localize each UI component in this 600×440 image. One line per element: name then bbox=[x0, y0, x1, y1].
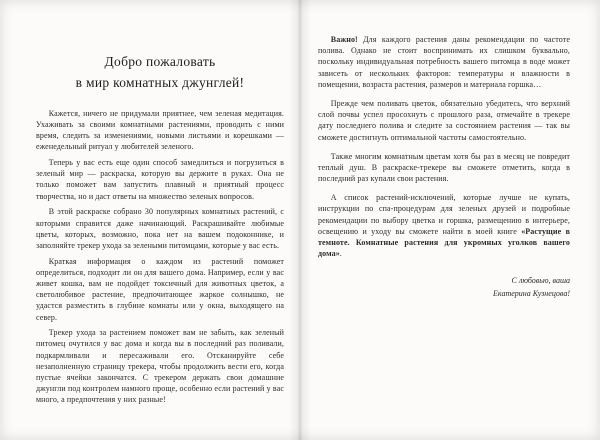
bold-text-run: «Растущие в темноте. Комнатные растения для укромных уголков вашего дома» bbox=[318, 226, 570, 259]
signature-line2: Екатерина Кузнецова! bbox=[493, 289, 570, 299]
signature bbox=[318, 275, 570, 301]
text-run: А список растений-исключений, которые лучше не купать, инструкции по спа-процедурам для зеленых друзей и подробные рекомендации по выбору цветка и горшка, размещению в интерьере, освещению и уходу вы сможете найти в моей книге bbox=[318, 193, 570, 236]
signature-line1: С любовью, ваша bbox=[511, 276, 570, 286]
text-run: Прежде чем поливать цветок, обязательно убедитесь, что верхний слой почвы успел просохнуть с прошлого раза, отмечайте в трекере дату последнего полива и следите за состоянием растения — так вы сможете достигнуть оптимальной частоты самостоятельно. bbox=[318, 98, 570, 142]
paragraph: В этой раскраске собрано 30 популярных комнатных растений, с которыми справится даже начинающий. Раскрашивайте любимые цветы, которых, возможно, пока нет на вашем подоконнике, и заполняйте трекер ухода за зелеными питомцами, которые у вас есть. bbox=[36, 207, 284, 250]
right-page bbox=[300, 0, 600, 440]
page-title bbox=[36, 52, 284, 94]
right-page-text bbox=[318, 34, 570, 259]
text-run: . bbox=[339, 249, 342, 259]
text-run: Для каждого растения даны рекомендации по частоте полива. Однако не стоит воспринимать их слишком буквально, поскольку индивидуальная потребность вашего питомца в воде может зависеть от нескольких факторов: температуры и влажности в помещении, возраста растения, размеров и материала горшка… bbox=[318, 35, 570, 89]
left-page-text bbox=[36, 108, 284, 406]
page-title-line1: Добро пожаловать bbox=[104, 54, 216, 69]
paragraph: Теперь у вас есть еще один способ замедлиться и погрузиться в зеленый мир — раскраска, которую вы держите в руках. Она не только поможет вам запустить плавный и приятный процесс творчества, но и даст ответы на множество зеленых вопросов. bbox=[36, 158, 284, 201]
paragraph bbox=[318, 34, 570, 90]
paragraph bbox=[318, 151, 570, 185]
text-run: Также многим комнатным цветам хотя бы раз в месяц не повредит теплый душ. В раскраске-трекере вы сможете отметить, когда в последний раз купали свои растения. bbox=[318, 151, 570, 184]
paragraph: Кажется, ничего не придумали приятнее, чем зеленая медитация. Ухаживать за своими комнатными растениями, проводить с ними время, следить за изменениями, новыми листьями и корешками — еженедельный ритуал у любителей зеленого. bbox=[36, 108, 284, 152]
paragraph: Краткая информация о каждом из растений поможет определиться, подходит ли он для вашего дома. Например, если у вас живет кошка, вам не подойдет токсичный для животных цветок, а светолюбивое растение, предпочитающее жаркое солнышко, не удастся разместить в глубине комнаты или у окна, выходящего на север. bbox=[36, 256, 284, 322]
paragraph bbox=[318, 98, 570, 143]
page-title-line2: в мир комнатных джунглей! bbox=[75, 74, 245, 90]
bold-text-run: Важно! bbox=[330, 35, 358, 44]
paragraph bbox=[318, 192, 570, 259]
paragraph: Трекер ухода за растением поможет вам не забыть, как зеленый питомец очутился у вас дома и когда вы в последний раз поливали, подкармливали и пересаживали его. Отсканируйте себе незаполненную страницу трекера, чтобы продолжить вести его, когда пустые ячейки закончатся. С трекером держать свои домашние джунгли под контролем намного проще, особенно если растений у вас много, а предпочтения у них разные! bbox=[36, 328, 284, 405]
